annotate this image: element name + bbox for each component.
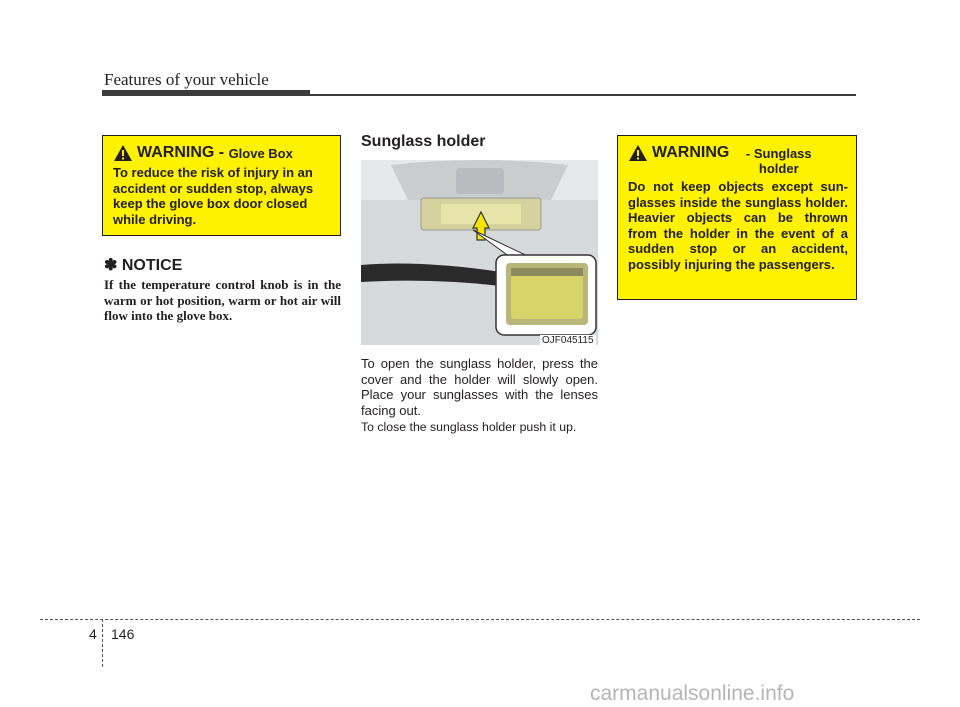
chapter-number: 4	[89, 626, 97, 642]
footer-vertical-rule	[102, 619, 103, 667]
sunglass-holder-illustration	[361, 160, 598, 345]
body-paragraph-open: To open the sunglass holder, press the cover and the holder will slowly open. Place your sunglasses with the lenses facing out.	[361, 356, 598, 418]
warning-sunglass-holder	[617, 135, 857, 300]
page-header-title: Features of your vehicle	[104, 70, 269, 89]
notice-title: ✽ NOTICE	[104, 257, 183, 274]
figure-code: OJF045115	[542, 335, 594, 346]
warning-glove-box	[102, 135, 341, 236]
warning-text: To reduce the risk of injury in an accident or sudden stop, always keep the glove box door closed while driving.	[113, 165, 314, 227]
warning-label: WARNING	[652, 144, 730, 161]
warning-text: Do not keep objects except sun- glasses inside the sunglass holder. Heavier objects can be thrown from the holder in the event of a sudden stop or an accident, possibly injuring the passengers.	[628, 179, 848, 272]
header-rule-thin	[102, 94, 856, 96]
warning-title	[113, 144, 332, 162]
page-number: 146	[111, 626, 135, 642]
section-title: Sunglass holder	[361, 133, 486, 150]
warning-triangle-icon	[113, 144, 133, 162]
sunglass-holder-figure	[361, 160, 598, 345]
warning-subject: - Sunglass holder	[745, 146, 812, 176]
warning-title	[628, 144, 848, 176]
watermark: carmanualsonline.info	[590, 682, 795, 705]
body-paragraph-close: To close the sunglass holder push it up.	[361, 420, 577, 434]
footer-rule	[40, 619, 920, 620]
warning-label: WARNING -	[137, 144, 225, 161]
notice-text: If the temperature control knob is in the warm or hot position, warm or hot air will flow into the glove box.	[104, 277, 341, 323]
warning-subject: Glove Box	[228, 146, 293, 161]
warning-triangle-icon	[628, 144, 648, 162]
